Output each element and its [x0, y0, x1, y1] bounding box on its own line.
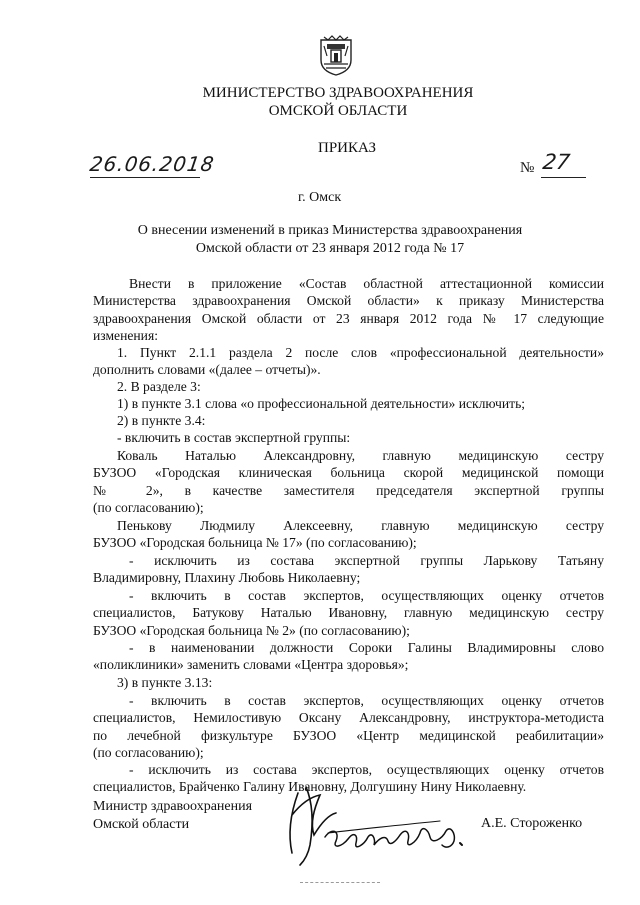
- coat-of-arms-emblem: [319, 34, 353, 76]
- signatory-position-line1: Министр здравоохранения: [93, 799, 253, 814]
- order-subject: [0, 222, 640, 258]
- text-line: специалистов, Батукову Наталью Ивановну, главную медицинскую сестру: [93, 605, 604, 621]
- signatory-name: А.Е. Стороженко: [481, 816, 583, 831]
- document-title: ПРИКАЗ: [318, 140, 376, 156]
- text-line: БУЗОО «Городская клиническая больница скорой медицинской помощи: [93, 465, 604, 481]
- text-line: здравоохранения Омской области от 23 января 2012 года № 17 следующие: [93, 310, 604, 326]
- item-2-2: 2) в пункте 3.4:: [117, 413, 206, 428]
- ministry-name-line1: МИНИСТЕРСТВО ЗДРАВООХРАНЕНИЯ: [202, 85, 474, 101]
- text-line: - включить в состав экспертов, осуществляющих оценку отчетов: [129, 693, 604, 708]
- subject-line2: Омской области от 23 января 2012 года № 17: [195, 241, 465, 256]
- text-line: БУЗОО «Городская больница № 2» (по согласованию);: [93, 622, 410, 638]
- text-line: БУЗОО «Городская больница № 17» (по согласованию);: [93, 535, 417, 551]
- text-line: изменения:: [93, 328, 158, 344]
- exclude-group-paragraph: [93, 552, 604, 587]
- text-line: «поликлиники» заменить словами «Центра здоровья»;: [93, 657, 409, 673]
- text-line: 1. Пункт 2.1.1 раздела 2 после слов «профессиональной деятельности»: [117, 345, 604, 360]
- item-2-1: 1) в пункте 3.1 слова «о профессиональной деятельности» исключить;: [117, 396, 526, 411]
- rename-paragraph: [93, 639, 604, 674]
- ministry-name-line2: ОМСКОЙ ОБЛАСТИ: [268, 103, 408, 119]
- scan-artifact-divider: [300, 882, 380, 883]
- handwritten-signature-icon: [270, 775, 470, 870]
- subject-line1: О внесении изменений в приказ Министерства здравоохранения: [137, 223, 523, 238]
- date-underline: [90, 177, 200, 178]
- text-line: Внести в приложение «Состав областной аттестационной комиссии: [129, 276, 604, 291]
- text-line: специалистов, Немилостивую Оксану Александровну, инструктора-методиста: [93, 710, 604, 726]
- text-line: - включить в состав экспертов, осуществляющих оценку отчетов: [129, 588, 604, 603]
- text-line: по лечебной физкультуре БУЗОО «Центр медицинской реабилитации»: [93, 727, 604, 743]
- text-line: Коваль Наталью Александровну, главную медицинскую сестру: [117, 448, 604, 463]
- item-3-heading: 3) в пункте 3.13:: [117, 675, 213, 690]
- text-line: - исключить из состава экспертной группы Ларькову Татьяну: [129, 553, 604, 568]
- signatory-position-line2: Омской области: [93, 817, 190, 832]
- signatory-position: [93, 798, 252, 834]
- text-line: № 2», в качестве заместителя председателя экспертной группы: [93, 482, 604, 498]
- penkova-paragraph: [93, 517, 604, 552]
- text-line: специалистов, Брайченко Галину Ивановну, Долгушину Нину Николаевну.: [93, 779, 527, 795]
- include-group-heading: - включить в состав экспертной группы:: [117, 430, 351, 445]
- include-experts-paragraph: [93, 587, 604, 639]
- intro-paragraph: [93, 275, 604, 345]
- koval-paragraph: [93, 447, 604, 517]
- city: г. Омск: [298, 190, 342, 205]
- number-underline: [541, 177, 586, 178]
- order-date: 26.06.2018: [88, 152, 217, 176]
- text-line: Министерства здравоохранения Омской области» к приказу Министерства: [93, 293, 604, 309]
- order-number-label: №: [520, 160, 535, 176]
- text-line: Пенькову Людмилу Алексеевну, главную медицинскую сестру: [117, 518, 604, 533]
- text-line: Владимировну, Плахину Любовь Николаевну;: [93, 570, 361, 586]
- text-line: (по согласованию);: [93, 500, 204, 516]
- order-number: 27: [541, 150, 572, 174]
- text-line: (по согласованию);: [93, 745, 204, 761]
- item-1-paragraph: [93, 344, 604, 379]
- include-experts2-paragraph: [93, 692, 604, 762]
- text-line: дополнить словами «(далее – отчеты)».: [93, 362, 321, 378]
- item-2-heading: 2. В разделе 3:: [117, 379, 201, 394]
- text-line: - в наименовании должности Сороки Галины Владимировны слово: [129, 640, 604, 655]
- text-line: - исключить из состава экспертов, осуществляющих оценку отчетов: [129, 762, 604, 777]
